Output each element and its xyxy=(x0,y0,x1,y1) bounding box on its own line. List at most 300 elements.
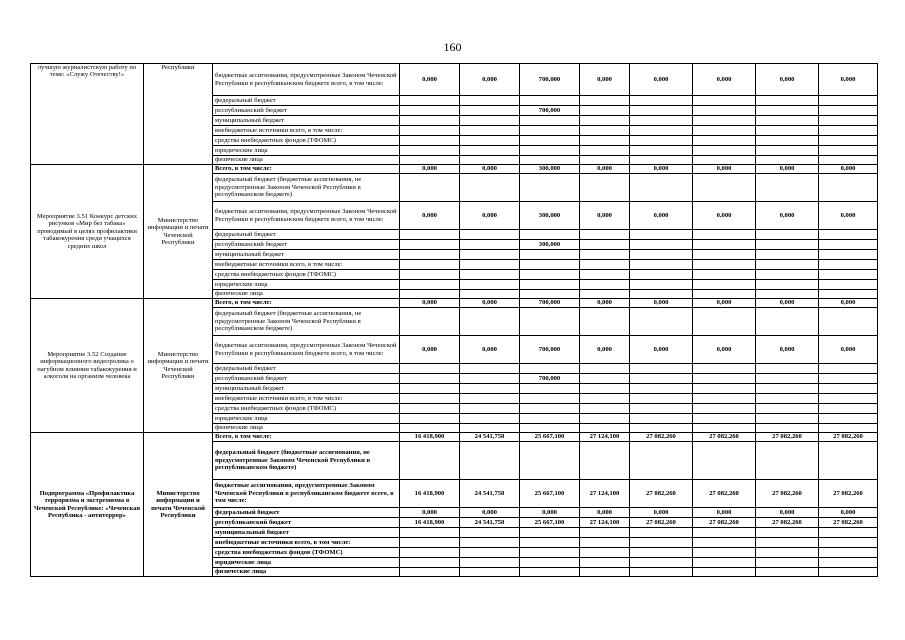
amount-cell: 0,000 xyxy=(520,508,580,518)
amount-cell xyxy=(580,424,630,433)
amount-cell xyxy=(520,384,580,394)
amount-cell xyxy=(819,240,878,250)
amount-cell xyxy=(400,174,460,202)
amount-cell xyxy=(756,230,819,240)
amount-cell xyxy=(460,364,520,374)
amount-cell xyxy=(520,280,580,290)
amount-cell xyxy=(819,384,878,394)
amount-cell xyxy=(819,260,878,270)
amount-cell xyxy=(400,308,460,336)
amount-cell xyxy=(819,116,878,126)
amount-cell xyxy=(630,568,693,577)
amount-cell: 16 418,900 xyxy=(400,480,460,508)
amount-cell xyxy=(819,414,878,424)
amount-cell xyxy=(693,126,756,136)
amount-cell xyxy=(400,240,460,250)
amount-cell: 27 124,100 xyxy=(580,480,630,508)
amount-cell xyxy=(580,528,630,538)
amount-cell: 700,000 xyxy=(520,299,580,308)
amount-cell xyxy=(520,116,580,126)
amount-cell xyxy=(630,106,693,116)
amount-cell xyxy=(693,250,756,260)
amount-cell xyxy=(580,548,630,558)
amount-cell xyxy=(756,174,819,202)
amount-cell xyxy=(630,404,693,414)
amount-cell: 27 082,260 xyxy=(630,433,693,442)
amount-cell: 0,000 xyxy=(693,336,756,364)
amount-cell xyxy=(460,538,520,548)
amount-cell xyxy=(460,250,520,260)
amount-cell xyxy=(580,290,630,299)
amount-cell xyxy=(819,538,878,548)
amount-cell: 0,000 xyxy=(400,508,460,518)
amount-cell: 24 541,758 xyxy=(460,518,520,528)
amount-cell xyxy=(630,280,693,290)
amount-cell xyxy=(819,528,878,538)
amount-cell: 16 418,900 xyxy=(400,433,460,442)
amount-cell: 27 082,260 xyxy=(756,518,819,528)
amount-cell xyxy=(400,116,460,126)
amount-cell xyxy=(580,568,630,577)
amount-cell xyxy=(580,106,630,116)
amount-cell xyxy=(756,384,819,394)
amount-cell: 0,000 xyxy=(460,165,520,174)
amount-cell xyxy=(400,538,460,548)
amount-cell: 0,000 xyxy=(756,299,819,308)
amount-cell xyxy=(400,558,460,568)
amount-cell xyxy=(630,250,693,260)
funding-source-cell: юридические лица xyxy=(213,280,400,290)
amount-cell xyxy=(520,308,580,336)
amount-cell: 0,000 xyxy=(580,64,630,96)
amount-cell: 0,000 xyxy=(819,165,878,174)
amount-cell: 0,000 xyxy=(756,336,819,364)
amount-cell xyxy=(520,442,580,480)
amount-cell xyxy=(819,394,878,404)
amount-cell xyxy=(580,374,630,384)
amount-cell xyxy=(756,146,819,156)
table-row xyxy=(31,433,878,442)
funding-source-cell: внебюджетные источники всего, в том числе: xyxy=(213,538,400,548)
amount-cell xyxy=(756,308,819,336)
amount-cell xyxy=(693,528,756,538)
amount-cell xyxy=(819,174,878,202)
amount-cell xyxy=(756,558,819,568)
amount-cell: 27 124,100 xyxy=(580,433,630,442)
amount-cell xyxy=(460,424,520,433)
amount-cell xyxy=(630,558,693,568)
amount-cell xyxy=(693,230,756,240)
amount-cell xyxy=(460,174,520,202)
amount-cell: 0,000 xyxy=(819,299,878,308)
amount-cell xyxy=(580,308,630,336)
funding-source-cell: федеральный бюджет xyxy=(213,508,400,518)
amount-cell xyxy=(756,126,819,136)
funding-source-cell: бюджетные ассигнования, предусмотренные Законом Чеченской Республики в республиканском бюджете всего, в том числе: xyxy=(213,480,400,508)
amount-cell xyxy=(819,548,878,558)
amount-cell: 25 667,100 xyxy=(520,480,580,508)
amount-cell xyxy=(460,156,520,165)
amount-cell xyxy=(630,308,693,336)
amount-cell xyxy=(460,548,520,558)
amount-cell xyxy=(460,290,520,299)
amount-cell xyxy=(400,442,460,480)
amount-cell xyxy=(400,364,460,374)
amount-cell: 700,000 xyxy=(520,106,580,116)
amount-cell xyxy=(756,250,819,260)
amount-cell xyxy=(630,374,693,384)
amount-cell xyxy=(693,290,756,299)
amount-cell xyxy=(520,528,580,538)
amount-cell xyxy=(630,290,693,299)
amount-cell xyxy=(756,106,819,116)
funding-source-cell: федеральный бюджет xyxy=(213,230,400,240)
amount-cell xyxy=(400,424,460,433)
funding-source-cell: муниципальный бюджет xyxy=(213,384,400,394)
amount-cell xyxy=(819,404,878,414)
amount-cell xyxy=(400,414,460,424)
amount-cell xyxy=(630,538,693,548)
amount-cell xyxy=(460,442,520,480)
amount-cell xyxy=(693,106,756,116)
funding-source-cell: Всего, в том числе: xyxy=(213,433,400,442)
amount-cell xyxy=(819,126,878,136)
amount-cell xyxy=(580,174,630,202)
amount-cell: 24 541,758 xyxy=(460,433,520,442)
amount-cell xyxy=(400,280,460,290)
amount-cell xyxy=(580,230,630,240)
amount-cell: 700,000 xyxy=(520,64,580,96)
amount-cell: 0,000 xyxy=(580,165,630,174)
amount-cell: 0,000 xyxy=(756,508,819,518)
amount-cell xyxy=(520,424,580,433)
amount-cell: 0,000 xyxy=(693,508,756,518)
amount-cell xyxy=(756,528,819,538)
amount-cell xyxy=(819,424,878,433)
amount-cell: 0,000 xyxy=(580,508,630,518)
amount-cell: 25 667,100 xyxy=(520,518,580,528)
activity-name-cell: Подпрограмма «Профилактика терроризма и экстремизма в Чеченской Республике: «Чеченская Республика - антитеррор» xyxy=(31,433,144,577)
amount-cell xyxy=(580,270,630,280)
amount-cell xyxy=(693,548,756,558)
amount-cell xyxy=(819,250,878,260)
amount-cell: 0,000 xyxy=(400,336,460,364)
amount-cell xyxy=(580,384,630,394)
amount-cell xyxy=(756,404,819,414)
funding-source-cell: физические лица xyxy=(213,290,400,299)
amount-cell xyxy=(460,260,520,270)
amount-cell xyxy=(693,260,756,270)
amount-cell xyxy=(693,136,756,146)
amount-cell: 27 082,260 xyxy=(819,480,878,508)
amount-cell xyxy=(460,96,520,106)
amount-cell xyxy=(756,260,819,270)
amount-cell xyxy=(756,136,819,146)
amount-cell xyxy=(520,414,580,424)
amount-cell xyxy=(400,404,460,414)
amount-cell: 0,000 xyxy=(693,202,756,230)
amount-cell xyxy=(819,558,878,568)
amount-cell xyxy=(819,568,878,577)
amount-cell xyxy=(580,136,630,146)
amount-cell xyxy=(630,364,693,374)
amount-cell: 300,000 xyxy=(520,240,580,250)
amount-cell: 300,000 xyxy=(520,165,580,174)
amount-cell: 0,000 xyxy=(819,64,878,96)
amount-cell xyxy=(520,96,580,106)
funding-source-cell: муниципальный бюджет xyxy=(213,250,400,260)
amount-cell xyxy=(693,394,756,404)
amount-cell xyxy=(630,394,693,404)
amount-cell xyxy=(756,394,819,404)
amount-cell xyxy=(400,394,460,404)
amount-cell: 0,000 xyxy=(400,64,460,96)
budget-table-body xyxy=(31,64,878,577)
activity-name-cell: Мероприятие 3.51 Конкурс детских рисунков «Мир без табака» проводимый в целях профилактики табакокурения среди учащихся средних школ xyxy=(31,165,144,299)
amount-cell xyxy=(520,136,580,146)
amount-cell: 27 082,260 xyxy=(756,433,819,442)
amount-cell xyxy=(630,230,693,240)
amount-cell xyxy=(460,280,520,290)
funding-source-cell: республиканский бюджет xyxy=(213,518,400,528)
amount-cell xyxy=(520,270,580,280)
amount-cell xyxy=(693,414,756,424)
amount-cell: 27 082,260 xyxy=(630,480,693,508)
amount-cell xyxy=(693,240,756,250)
amount-cell: 0,000 xyxy=(580,202,630,230)
amount-cell xyxy=(630,424,693,433)
funding-source-cell: республиканский бюджет xyxy=(213,106,400,116)
amount-cell xyxy=(693,374,756,384)
amount-cell xyxy=(460,394,520,404)
amount-cell xyxy=(630,384,693,394)
amount-cell xyxy=(819,280,878,290)
amount-cell xyxy=(460,230,520,240)
amount-cell: 16 418,900 xyxy=(400,518,460,528)
amount-cell xyxy=(460,136,520,146)
amount-cell: 0,000 xyxy=(693,165,756,174)
amount-cell xyxy=(756,568,819,577)
amount-cell xyxy=(460,126,520,136)
amount-cell xyxy=(630,174,693,202)
amount-cell xyxy=(819,136,878,146)
amount-cell xyxy=(460,404,520,414)
funding-source-cell: бюджетные ассигнования, предусмотренные Законом Чеченской Республики в республиканском бюджете всего, в том числе: xyxy=(213,336,400,364)
amount-cell xyxy=(630,548,693,558)
amount-cell xyxy=(580,116,630,126)
amount-cell xyxy=(400,146,460,156)
amount-cell xyxy=(756,270,819,280)
amount-cell: 0,000 xyxy=(756,64,819,96)
amount-cell xyxy=(580,146,630,156)
amount-cell: 0,000 xyxy=(630,299,693,308)
funding-source-cell: федеральный бюджет (бюджетные ассигнования, не предусмотренные Законом Чеченской Республики в республиканском бюджете) xyxy=(213,174,400,202)
amount-cell xyxy=(630,96,693,106)
funding-source-cell: юридические лица xyxy=(213,146,400,156)
amount-cell xyxy=(460,106,520,116)
funding-source-cell: муниципальный бюджет xyxy=(213,116,400,126)
amount-cell xyxy=(460,558,520,568)
table-row xyxy=(31,299,878,308)
amount-cell xyxy=(819,442,878,480)
funding-source-cell: федеральный бюджет (бюджетные ассигнования, не предусмотренные Законом Чеченской Республики в республиканском бюджете) xyxy=(213,442,400,480)
funding-source-cell: физические лица xyxy=(213,568,400,577)
page-number: 160 xyxy=(443,40,462,54)
amount-cell xyxy=(520,558,580,568)
amount-cell xyxy=(400,270,460,280)
amount-cell xyxy=(580,96,630,106)
funding-source-cell: муниципальный бюджет xyxy=(213,528,400,538)
amount-cell: 0,000 xyxy=(580,299,630,308)
amount-cell xyxy=(693,308,756,336)
funding-source-cell: юридические лица xyxy=(213,414,400,424)
amount-cell: 0,000 xyxy=(630,336,693,364)
amount-cell xyxy=(520,126,580,136)
table-row xyxy=(31,165,878,174)
amount-cell xyxy=(756,424,819,433)
amount-cell xyxy=(460,240,520,250)
amount-cell xyxy=(630,240,693,250)
amount-cell xyxy=(580,240,630,250)
amount-cell xyxy=(819,270,878,280)
amount-cell: 0,000 xyxy=(580,336,630,364)
amount-cell xyxy=(819,374,878,384)
funding-source-cell: средства внебюджетных фондов (ТФОМС) xyxy=(213,136,400,146)
amount-cell xyxy=(580,156,630,165)
executor-cell: Министерство информации и печати Чеченской Республики xyxy=(144,433,213,577)
amount-cell xyxy=(630,146,693,156)
executor-cell: Министерство информации и печати Чеченской Республики xyxy=(144,299,213,433)
funding-source-cell: бюджетные ассигнования, предусмотренные Законом Чеченской Республики в республиканском бюджете всего, в том числе: xyxy=(213,64,400,96)
amount-cell xyxy=(460,116,520,126)
amount-cell xyxy=(693,146,756,156)
amount-cell xyxy=(460,528,520,538)
amount-cell xyxy=(400,384,460,394)
amount-cell xyxy=(460,270,520,280)
funding-source-cell: республиканский бюджет xyxy=(213,240,400,250)
amount-cell xyxy=(400,230,460,240)
amount-cell: 700,000 xyxy=(520,374,580,384)
amount-cell xyxy=(693,568,756,577)
amount-cell: 0,000 xyxy=(819,202,878,230)
amount-cell xyxy=(756,364,819,374)
amount-cell xyxy=(756,548,819,558)
funding-source-cell: средства внебюджетных фондов (ТФОМС) xyxy=(213,270,400,280)
funding-source-cell: Всего, в том числе: xyxy=(213,165,400,174)
amount-cell xyxy=(580,126,630,136)
amount-cell xyxy=(520,250,580,260)
amount-cell xyxy=(630,414,693,424)
activity-name-cell: Мероприятие 3.52 Создание информационного видеоролика о пагубном влиянии табакокурения и алкоголя на организм человека xyxy=(31,299,144,433)
amount-cell xyxy=(520,260,580,270)
amount-cell: 27 082,260 xyxy=(693,518,756,528)
amount-cell xyxy=(400,374,460,384)
amount-cell xyxy=(630,528,693,538)
amount-cell: 27 082,260 xyxy=(693,433,756,442)
amount-cell: 27 082,260 xyxy=(819,518,878,528)
amount-cell xyxy=(630,270,693,280)
amount-cell: 0,000 xyxy=(400,299,460,308)
amount-cell xyxy=(460,384,520,394)
amount-cell: 0,000 xyxy=(400,165,460,174)
amount-cell: 27 124,100 xyxy=(580,518,630,528)
funding-source-cell: средства внебюджетных фондов (ТФОМС) xyxy=(213,404,400,414)
amount-cell: 27 082,260 xyxy=(693,480,756,508)
amount-cell xyxy=(400,290,460,299)
amount-cell xyxy=(580,280,630,290)
amount-cell xyxy=(400,126,460,136)
funding-source-cell: федеральный бюджет xyxy=(213,364,400,374)
amount-cell: 0,000 xyxy=(630,202,693,230)
amount-cell xyxy=(520,394,580,404)
amount-cell xyxy=(693,280,756,290)
amount-cell xyxy=(693,538,756,548)
amount-cell xyxy=(693,270,756,280)
amount-cell xyxy=(630,116,693,126)
amount-cell xyxy=(756,156,819,165)
amount-cell xyxy=(756,240,819,250)
amount-cell xyxy=(520,548,580,558)
funding-source-cell: внебюджетные источники всего, в том числе: xyxy=(213,260,400,270)
amount-cell xyxy=(693,174,756,202)
amount-cell xyxy=(819,290,878,299)
amount-cell xyxy=(693,424,756,433)
budget-table xyxy=(30,63,878,577)
amount-cell: 0,000 xyxy=(460,336,520,364)
executor-cell: Республики xyxy=(144,64,213,165)
funding-source-cell: внебюджетные источники всего, в том числе: xyxy=(213,394,400,404)
amount-cell xyxy=(400,260,460,270)
amount-cell xyxy=(400,96,460,106)
funding-source-cell: бюджетные ассигнования, предусмотренные Законом Чеченской Республики в республиканском бюджете всего, в том числе: xyxy=(213,202,400,230)
amount-cell xyxy=(580,394,630,404)
amount-cell xyxy=(580,558,630,568)
amount-cell xyxy=(460,568,520,577)
amount-cell xyxy=(400,106,460,116)
amount-cell xyxy=(756,280,819,290)
amount-cell xyxy=(400,156,460,165)
amount-cell xyxy=(400,136,460,146)
amount-cell xyxy=(400,568,460,577)
amount-cell xyxy=(460,146,520,156)
amount-cell: 700,000 xyxy=(520,336,580,364)
amount-cell xyxy=(580,250,630,260)
amount-cell xyxy=(400,250,460,260)
amount-cell xyxy=(580,364,630,374)
amount-cell: 27 082,260 xyxy=(819,433,878,442)
amount-cell: 0,000 xyxy=(693,64,756,96)
amount-cell xyxy=(520,538,580,548)
amount-cell: 25 667,100 xyxy=(520,433,580,442)
amount-cell xyxy=(630,260,693,270)
amount-cell: 0,000 xyxy=(756,165,819,174)
amount-cell xyxy=(756,442,819,480)
amount-cell xyxy=(756,374,819,384)
amount-cell xyxy=(756,414,819,424)
funding-source-cell: республиканский бюджет xyxy=(213,374,400,384)
amount-cell xyxy=(580,442,630,480)
amount-cell xyxy=(520,174,580,202)
amount-cell xyxy=(693,116,756,126)
amount-cell xyxy=(580,414,630,424)
amount-cell xyxy=(630,442,693,480)
amount-cell xyxy=(520,146,580,156)
amount-cell xyxy=(756,538,819,548)
funding-source-cell: физические лица xyxy=(213,424,400,433)
funding-source-cell: физические лица xyxy=(213,156,400,165)
amount-cell: 0,000 xyxy=(400,202,460,230)
amount-cell: 300,000 xyxy=(520,202,580,230)
